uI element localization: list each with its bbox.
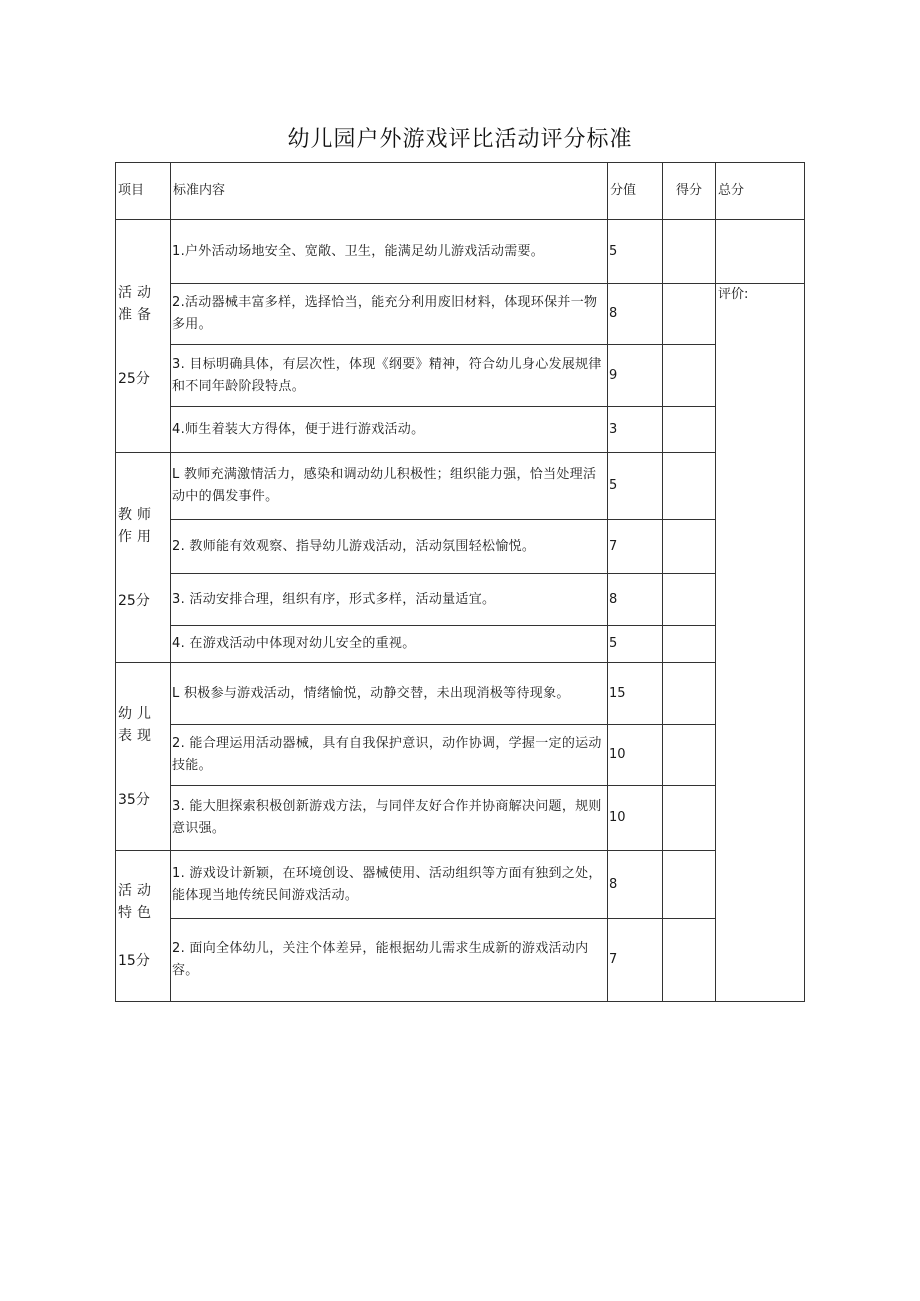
score-cell[interactable] (663, 574, 716, 626)
score-cell[interactable] (663, 851, 716, 919)
score-cell[interactable] (663, 220, 716, 284)
table-row (116, 574, 805, 626)
criterion-text: 1. 游戏设计新颖，在环境创设、器械使用、活动组织等方面有独到之处，能体现当地传统民间游戏活动。 (171, 851, 608, 919)
score-cell[interactable] (663, 453, 716, 520)
category-name: 活动准备 (118, 285, 156, 323)
header-content: 标准内容 (171, 163, 608, 220)
score-cell[interactable] (663, 284, 716, 345)
table-row (116, 453, 805, 520)
table-row (116, 919, 805, 1002)
scoring-table (115, 162, 805, 1002)
criterion-value: 5 (608, 626, 663, 663)
header-item: 项目 (116, 163, 171, 220)
criterion-text: 2. 能合理运用活动器械，具有自我保护意识，动作协调，学握一定的运动技能。 (171, 725, 608, 786)
criterion-value: 8 (608, 851, 663, 919)
evaluation-cell[interactable] (716, 284, 805, 1002)
score-cell[interactable] (663, 663, 716, 725)
criterion-value: 9 (608, 345, 663, 407)
table-row (116, 786, 805, 851)
page-title: 幼儿园户外游戏评比活动评分标准 (287, 127, 633, 152)
category-cell (116, 220, 171, 453)
criterion-value: 10 (608, 725, 663, 786)
criterion-value: 15 (608, 663, 663, 725)
category-name: 活动特色 (118, 883, 156, 921)
category-points: 25分 (118, 592, 150, 609)
criterion-text: 3. 能大胆探索积极创新游戏方法，与同伴友好合作并协商解决问题，规则意识强。 (171, 786, 608, 851)
total-cell[interactable] (716, 220, 805, 284)
criterion-text: 1.户外活动场地安全、宽敞、卫生，能满足幼儿游戏活动需要。 (171, 220, 608, 284)
table-row (116, 284, 805, 345)
criterion-text: L 教师充满激情活力，感染和调动幼儿积极性；组织能力强，恰当处理活动中的偶发事件。 (171, 453, 608, 520)
header-total: 总分 (716, 163, 805, 220)
criterion-text: 3. 活动安排合理，组织有序，形式多样，活动量适宜。 (171, 574, 608, 626)
criterion-value: 10 (608, 786, 663, 851)
score-cell[interactable] (663, 407, 716, 453)
table-row (116, 345, 805, 407)
criterion-value: 5 (608, 453, 663, 520)
score-cell[interactable] (663, 786, 716, 851)
header-score: 得分 (663, 163, 716, 220)
category-points: 25分 (118, 371, 150, 387)
score-cell[interactable] (663, 626, 716, 663)
score-cell[interactable] (663, 520, 716, 574)
criterion-value: 3 (608, 407, 663, 453)
header-points: 分值 (608, 163, 663, 220)
table-row (116, 725, 805, 786)
criterion-text: 3. 目标明确具体，有层次性，体现《纲要》精神，符合幼儿身心发展规律和不同年龄阶段特点。 (171, 345, 608, 407)
category-cell (116, 663, 171, 851)
table-row (116, 220, 805, 284)
criterion-text: L 积极参与游戏活动，情绪愉悦，动静交替，未出现消极等待现象。 (171, 663, 608, 725)
category-cell (116, 453, 171, 663)
criterion-text: 2. 面向全体幼儿，关注个体差异，能根据幼儿需求生成新的游戏活动内容。 (171, 919, 608, 1002)
table-row (116, 407, 805, 453)
table-row (116, 851, 805, 919)
score-cell[interactable] (663, 919, 716, 1002)
criterion-value: 8 (608, 284, 663, 345)
table-row (116, 520, 805, 574)
category-name: 幼儿表现 (118, 705, 156, 744)
criterion-text: 2.活动器械丰富多样，选择恰当，能充分利用废旧材料，体现环保并一物多用。 (171, 284, 608, 345)
category-cell (116, 851, 171, 1002)
criterion-value: 7 (608, 520, 663, 574)
table-row (116, 663, 805, 725)
header-row (116, 163, 805, 220)
criterion-value: 8 (608, 574, 663, 626)
category-name: 教师作用 (118, 506, 156, 545)
score-cell[interactable] (663, 345, 716, 407)
criterion-value: 7 (608, 919, 663, 1002)
table-row (116, 626, 805, 663)
evaluation-label: 评价: (718, 287, 749, 302)
category-points: 15分 (118, 953, 150, 969)
category-points: 35分 (118, 791, 150, 808)
criterion-text: 4. 在游戏活动中体现对幼儿安全的重视。 (171, 626, 608, 663)
criterion-text: 4.师生着装大方得体，便于进行游戏活动。 (171, 407, 608, 453)
criterion-value: 5 (608, 220, 663, 284)
score-cell[interactable] (663, 725, 716, 786)
criterion-text: 2. 教师能有效观察、指导幼儿游戏活动，活动氛围轻松愉悦。 (171, 520, 608, 574)
